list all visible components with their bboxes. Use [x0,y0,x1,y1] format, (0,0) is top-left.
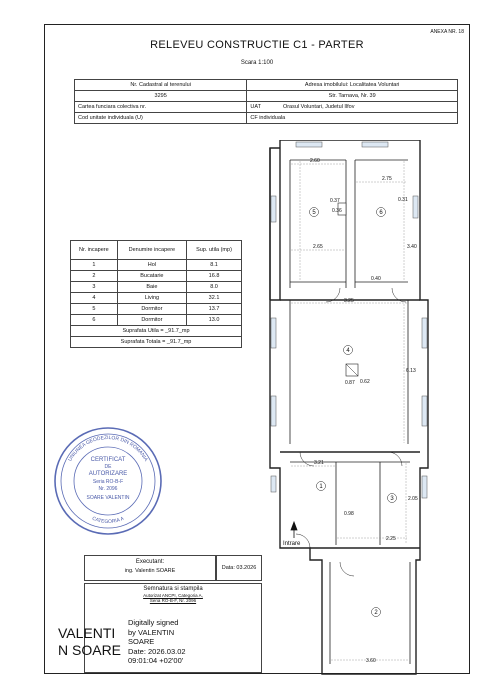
svg-text:3.21: 3.21 [314,460,324,466]
room-label-2: 2 [374,610,378,616]
stamp-line-2: DE [104,464,112,470]
table-row: 4 Living 32.1 [71,293,242,304]
svg-text:CATEGORIA A [91,515,125,525]
svg-text:3.40: 3.40 [407,244,417,250]
stamp-line-4: Seria RO-B-F [92,479,124,485]
room-label-1: 1 [319,484,323,490]
signature-label: Semnatura si stampila [143,586,203,592]
svg-text:0.98: 0.98 [344,511,354,517]
plan-walls [270,140,428,674]
authorization-stamp [52,425,164,537]
room-label-3: 3 [390,496,394,502]
room-markers [310,208,397,617]
entrance-arrow-icon [291,522,297,538]
svg-text:2.05: 2.05 [408,496,418,502]
cf-label: Cartea funciara colectiva nr. [75,102,247,113]
rooms-header-nr: Nr. incapere [71,241,118,260]
table-row: 2 Bucatarie 16.8 [71,271,242,282]
table-row: 5 Dormitor 13.7 [71,304,242,315]
uat-cell [247,102,458,113]
annex-number: ANEXA NR. 18 [430,29,464,35]
svg-text:0.87: 0.87 [345,380,355,386]
svg-text:0.31: 0.31 [398,197,408,203]
table-row: 6 Dormitor 13.0 [71,315,242,326]
signature-auth-line2: Seria RO-B-F, Nr. 2096 [149,598,197,603]
plan-windows [271,142,427,498]
svg-text:3.25: 3.25 [344,298,354,304]
floor-plan [262,140,432,675]
svg-text:0.62: 0.62 [360,379,370,385]
cod-label: Cod unitate individuala (U) [75,113,247,124]
svg-text:3.60: 3.60 [366,658,376,664]
signature-auth-line1: Autorizat ANCPI, Categoria A, [143,593,203,598]
address-street: Str. Tarnava, Nr. 39 [247,91,458,102]
room-label-6: 6 [379,210,383,216]
table-row: 1 Hol 8.1 [71,260,242,271]
svg-text:0.40: 0.40 [371,276,381,282]
plan-doors [296,288,406,576]
plan-labels [283,158,418,664]
uat-label: UAT [250,104,261,110]
svg-text:2.75: 2.75 [382,176,392,182]
uat-value: Orasul Voluntari, Judetul Ilfov [282,104,355,110]
surface-total: Suprafata Totala = _91.7_mp [71,337,242,348]
executant-label: Executant: [135,559,165,565]
cf-individual-label: CF individuala [247,113,458,124]
executant-name: ing. Valentin SOARE [124,568,176,574]
svg-text:2.25: 2.25 [386,536,396,542]
svg-text:2.60: 2.60 [310,158,320,164]
page-title: RELEVEU CONSTRUCTIE C1 - PARTER [150,39,364,51]
svg-text:2.65: 2.65 [313,244,323,250]
stamp-line-5: Nr. 2096 [98,486,118,492]
executant-date: Data: 03.2026 [216,555,262,581]
svg-text:0.37: 0.37 [330,198,340,204]
stamp-line-3: AUTORIZARE [88,471,128,477]
svg-text:0.36: 0.36 [332,208,342,214]
digital-signature: Digitally signed by VALENTIN SOARE Date: 2026.03.02 09:01:04 +02'00' [128,618,186,665]
room-label-5: 5 [312,210,316,216]
signer-name: VALENTI N SOARE [58,625,122,658]
executant-box [84,555,216,581]
svg-text:6.13: 6.13 [406,368,416,374]
cadastral-info-table [74,79,458,124]
rooms-header-name: Denumire incapere [117,241,186,260]
cadastral-value: 3295 [75,91,247,102]
stamp-ring-bottom: CATEGORIA A [91,515,125,526]
address-label: Adresa imobilului: Localitatea Voluntari [247,80,458,91]
rooms-header-area: Sup. utila (mp) [187,241,242,260]
surface-util: Suprafata Utila = _91.7_mp [71,326,242,337]
rooms-table [70,240,242,348]
stamp-line-6: SOARE VALENTIN [86,495,130,501]
stamp-ring-top: UNIUNEA GEODEZILOR DIN ROMANIA [67,434,149,463]
stamp-line-1: CERTIFICAT [90,457,126,463]
scale-label: Scara 1:100 [240,60,274,66]
cadastral-label: Nr. Cadastral al terenului [75,80,247,91]
entrance-label: Intrare [283,541,301,547]
table-row: 3 Baie 8.0 [71,282,242,293]
room-label-4: 4 [346,348,350,354]
